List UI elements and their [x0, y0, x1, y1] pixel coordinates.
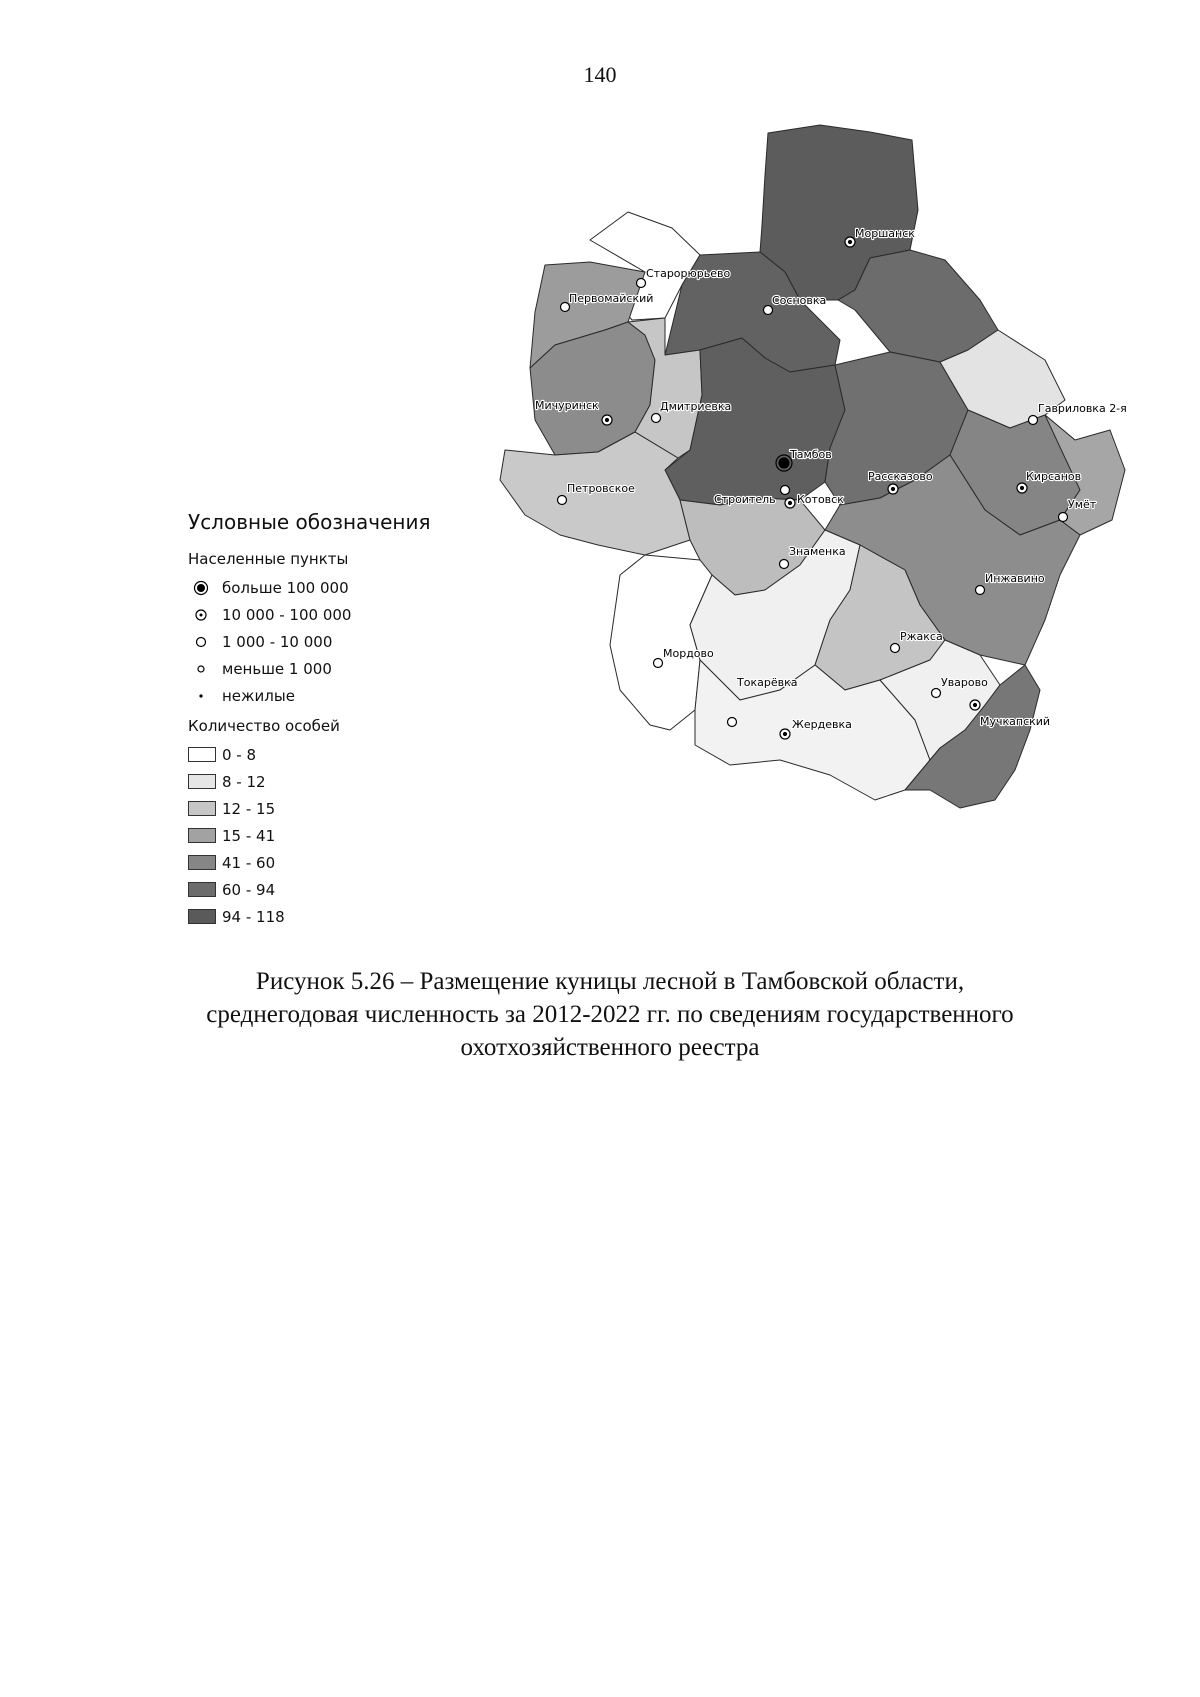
city-large-icon: [779, 458, 789, 468]
place-label: Знаменка: [789, 545, 846, 558]
settlements-heading: Населенные пункты: [188, 550, 349, 568]
place-label: Петровское: [567, 482, 635, 495]
legend-label: 8 - 12: [222, 772, 266, 791]
legend-label: 15 - 41: [222, 826, 276, 845]
figure-caption: [150, 965, 1070, 1064]
legend-label: 0 - 8: [222, 745, 257, 764]
legend-label: 41 - 60: [222, 853, 276, 872]
legend-swatch: [188, 774, 216, 789]
legend-label: 1 000 - 10 000: [222, 632, 333, 651]
caption-line: среднегодовая численность за 2012-2022 гг. по сведениям государственного: [206, 1001, 1014, 1028]
town-icon: [188, 634, 214, 650]
count-heading: Количество особей: [188, 717, 340, 735]
legend-label: 12 - 15: [222, 799, 276, 818]
town-icon: [780, 560, 789, 569]
caption-line: Рисунок 5.26 – Размещение куницы лесной в Тамбовской области,: [255, 968, 965, 995]
map-legend: [188, 510, 488, 930]
place-label: Строитель: [714, 493, 776, 506]
town-icon: [1029, 416, 1038, 425]
place-label: Старорюрьево: [646, 267, 731, 280]
town-icon: [558, 496, 567, 505]
legend-row-settlement: [188, 655, 488, 682]
town-icon: [891, 644, 900, 653]
place-label: Гавриловка 2-я: [1038, 402, 1127, 415]
legend-row-count: [188, 903, 488, 930]
town-icon: [781, 486, 790, 495]
town-icon: [976, 586, 985, 595]
town-icon: [1059, 513, 1068, 522]
legend-swatch: [188, 801, 216, 816]
town-icon: [654, 659, 663, 668]
legend-row-settlement: [188, 628, 488, 655]
place-label: Дмитриевка: [660, 400, 732, 413]
town-icon: [728, 718, 737, 727]
place-label: Сосновка: [772, 294, 827, 307]
place-label: Рассказово: [868, 470, 933, 483]
legend-row-count: [188, 876, 488, 903]
town-icon: [932, 689, 941, 698]
city-medium-icon: [188, 607, 214, 623]
place-label: Кирсанов: [1026, 470, 1082, 483]
place-label: Мичуринск: [535, 399, 599, 412]
place-label: Мордово: [663, 647, 714, 660]
legend-row-count: [188, 822, 488, 849]
legend-row-settlement: [188, 601, 488, 628]
page-number: 140: [583, 62, 617, 87]
legend-label: больше 100 000: [222, 578, 349, 597]
legend-row-count: [188, 741, 488, 768]
legend-swatch: [188, 828, 216, 843]
legend-label: нежилые: [222, 686, 295, 705]
place-label: Токарёвка: [737, 676, 798, 689]
legend-label: 60 - 94: [222, 880, 276, 899]
legend-row-count: [188, 768, 488, 795]
caption-line: охотхозяйственного реестра: [460, 1034, 760, 1061]
place-label: Первомайский: [569, 292, 654, 305]
place-label: Мучкапский: [980, 715, 1051, 728]
city-large-icon: [188, 580, 214, 596]
place-label: Уварово: [941, 676, 988, 689]
place-label: Жердевка: [792, 718, 852, 731]
legend-swatch: [188, 909, 216, 924]
place-label: Моршанск: [855, 227, 915, 240]
town-icon: [637, 279, 646, 288]
legend-title: Условные обозначения: [188, 510, 431, 534]
legend-swatch: [188, 855, 216, 870]
legend-label: 10 000 - 100 000: [222, 605, 352, 624]
legend-row-settlement: [188, 574, 488, 601]
place-label: Тамбов: [790, 448, 832, 461]
place-label: Умёт: [1068, 498, 1097, 511]
legend-label: 94 - 118: [222, 907, 285, 926]
legend-row-count: [188, 795, 488, 822]
village-icon: [188, 661, 214, 677]
place-label: Котовск: [797, 493, 844, 506]
legend-row-count: [188, 849, 488, 876]
uninhabited-icon: [188, 688, 214, 704]
town-icon: [652, 414, 661, 423]
legend-label: меньше 1 000: [222, 659, 332, 678]
place-label: Инжавино: [985, 572, 1045, 585]
place-label: Ржакса: [900, 630, 943, 643]
legend-swatch: [188, 747, 216, 762]
legend-swatch: [188, 882, 216, 897]
legend-row-settlement: [188, 682, 488, 709]
